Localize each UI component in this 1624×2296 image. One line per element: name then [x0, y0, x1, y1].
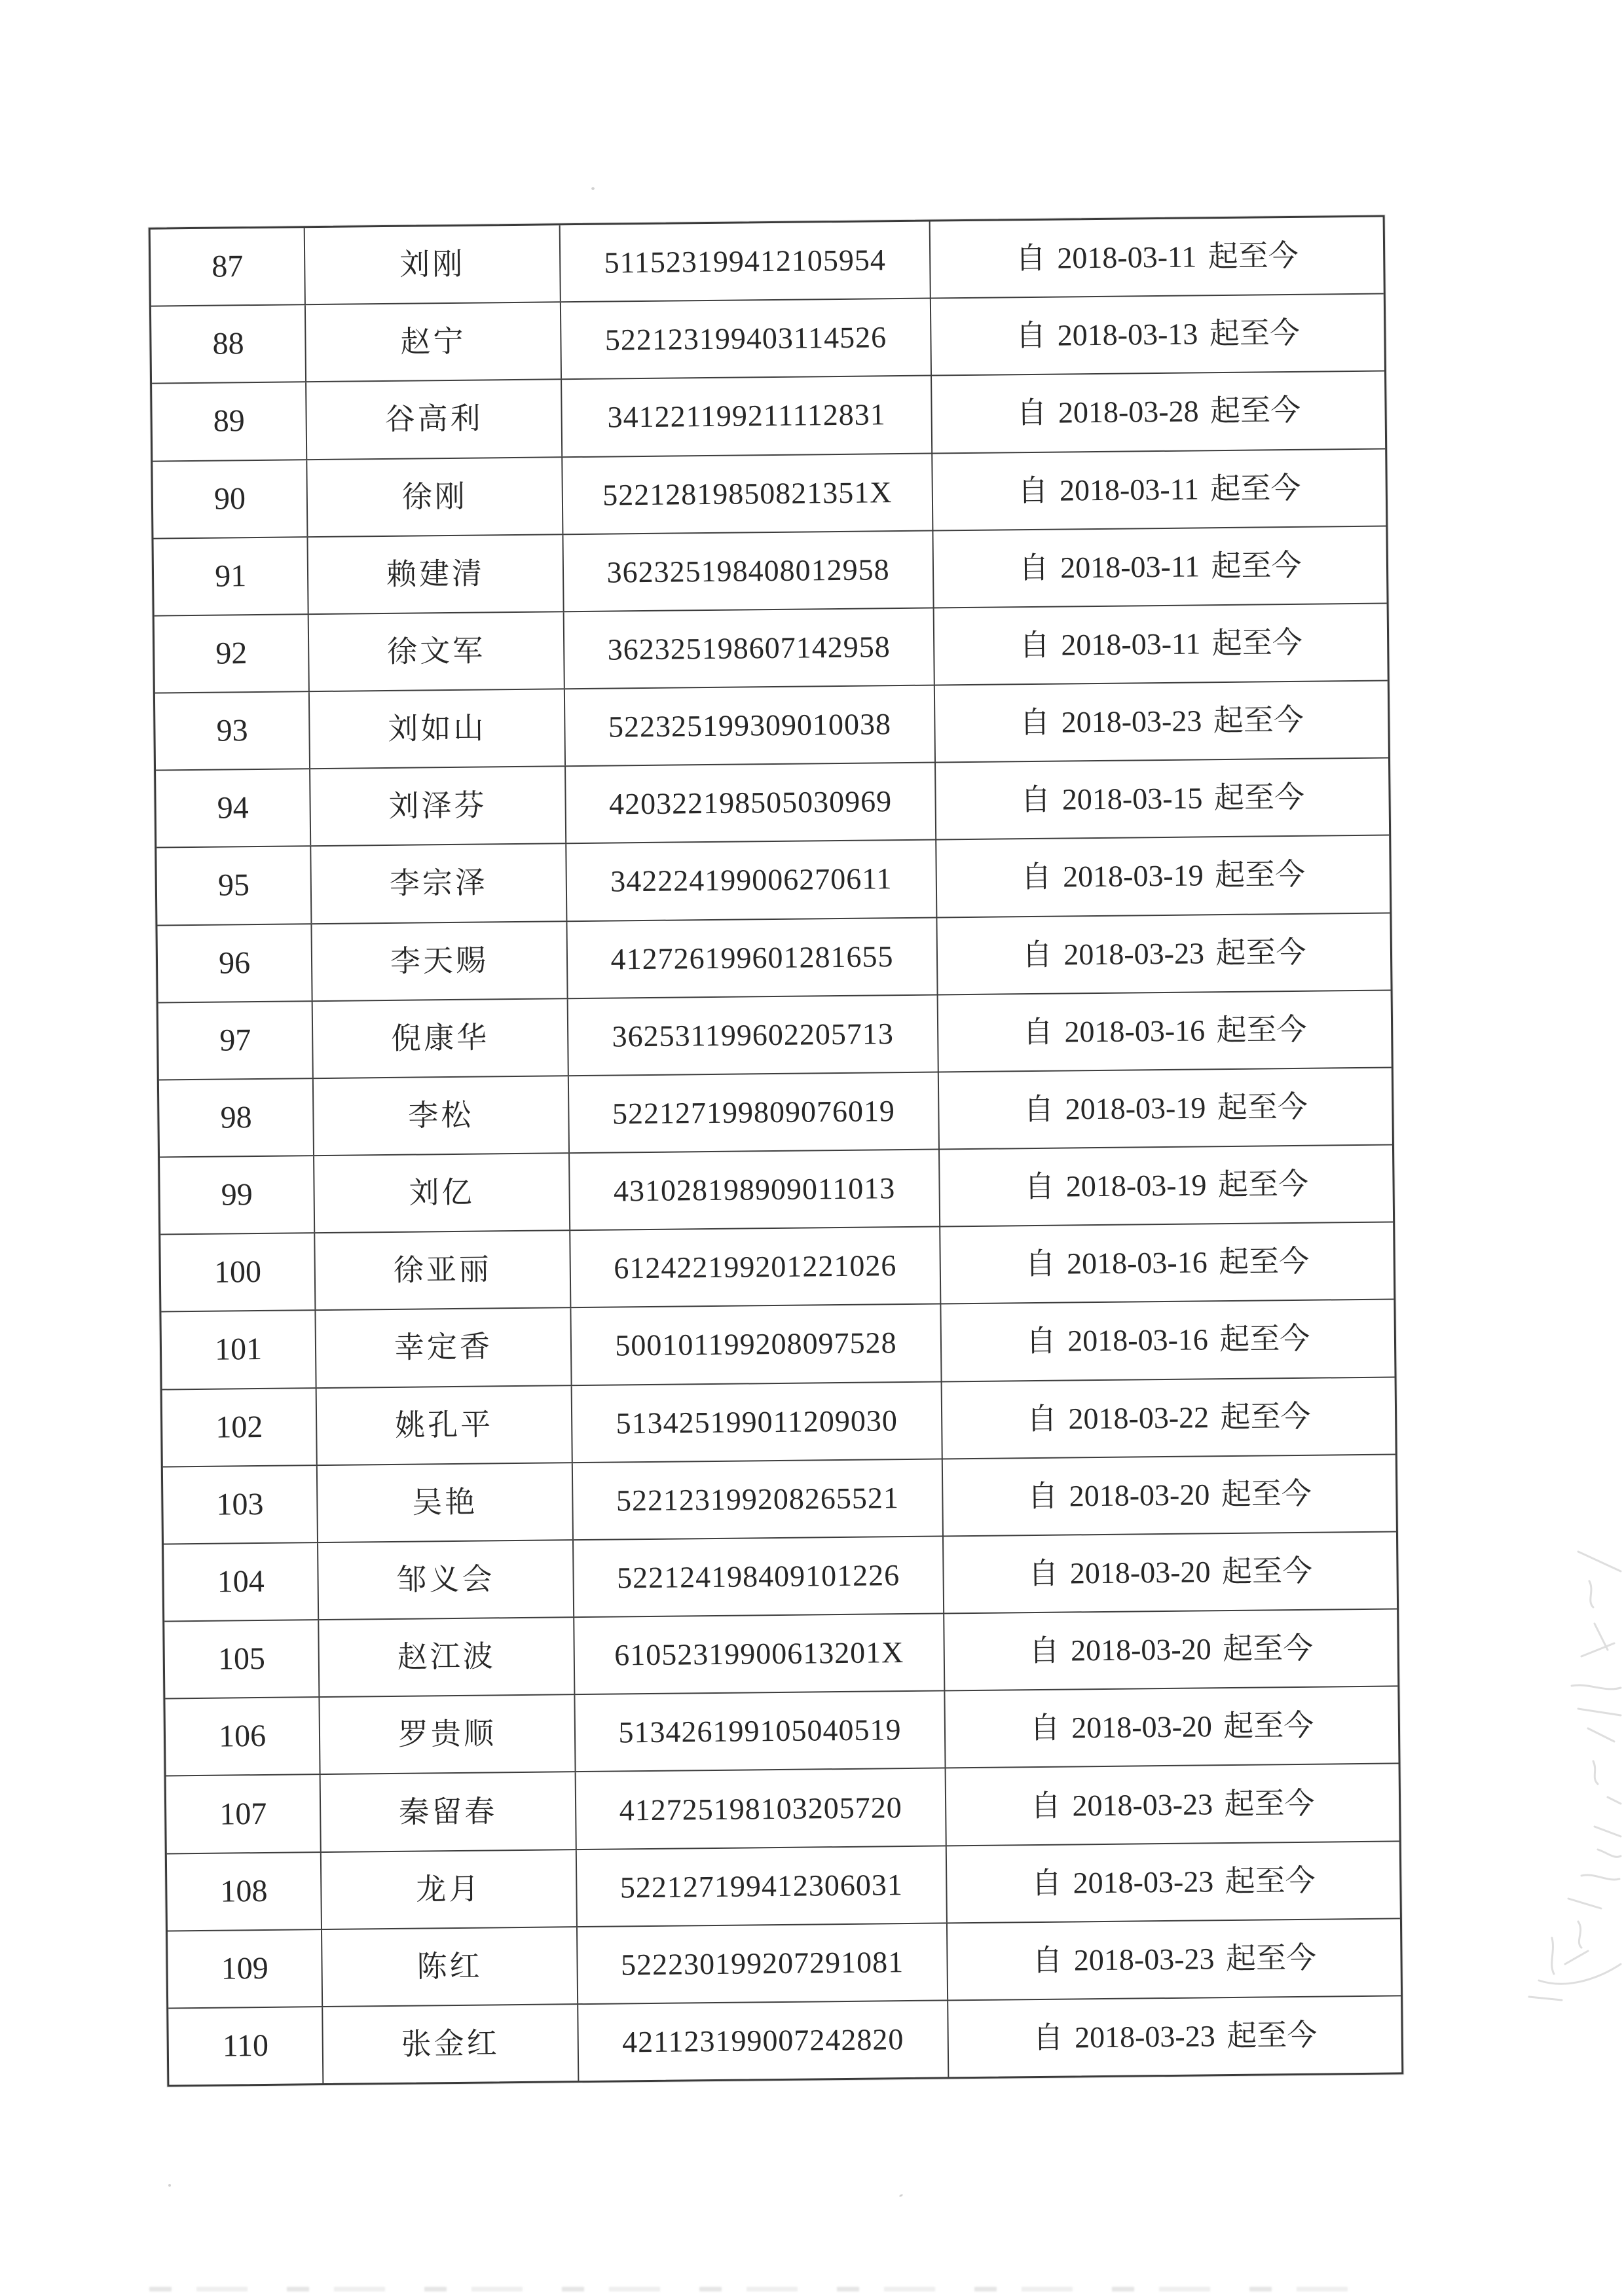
id-number-cell: 52212819850821351X — [563, 454, 934, 534]
table-row — [158, 991, 1392, 1080]
period-cell: 自 2018-03-11 起至今 — [1018, 471, 1301, 507]
table-row — [156, 759, 1389, 848]
period-cell: 自 2018-03-28 起至今 — [1016, 393, 1301, 430]
name-cell: 秦留春 — [321, 1773, 577, 1851]
name-cell: 罗贵顺 — [320, 1695, 576, 1774]
period-cell: 自 2018-03-23 起至今 — [1030, 1786, 1315, 1823]
table-row — [164, 1532, 1397, 1622]
row-number-cell: 88 — [151, 305, 306, 383]
name-cell: 吴艳 — [318, 1463, 574, 1542]
name-cell: 谷高利 — [306, 380, 563, 459]
id-number-cell: 522124198409101226 — [574, 1537, 945, 1616]
row-number-cell: 101 — [161, 1311, 316, 1389]
id-number-cell: 511523199412105954 — [560, 222, 931, 302]
row-number-cell: 110 — [168, 2007, 323, 2085]
row-number-cell: 87 — [151, 228, 306, 306]
row-number-cell: 109 — [168, 1930, 323, 2008]
id-number-cell: 522230199207291081 — [578, 1923, 949, 2003]
row-number-cell: 94 — [156, 769, 311, 847]
table-row — [168, 1996, 1401, 2085]
scan-speck — [168, 2184, 171, 2187]
name-cell: 龙月 — [322, 1850, 578, 1929]
table-row — [168, 1919, 1401, 2009]
table-row — [160, 1223, 1393, 1313]
period-cell: 自 2018-03-23 起至今 — [1019, 702, 1304, 740]
name-cell: 赖建清 — [308, 535, 564, 613]
period-cell: 自 2018-03-22 起至今 — [1026, 1399, 1311, 1436]
id-number-cell: 420322198505030969 — [566, 763, 937, 843]
period-cell: 自 2018-03-23 起至今 — [1022, 935, 1306, 972]
id-number-cell: 522127199809076019 — [569, 1072, 940, 1152]
period-cell: 自 2018-03-16 起至今 — [1022, 1012, 1307, 1049]
name-cell: 姚孔平 — [317, 1386, 573, 1465]
name-cell: 刘亿 — [314, 1154, 570, 1232]
scan-speck — [899, 2194, 904, 2198]
name-cell: 陈红 — [322, 1927, 578, 2006]
id-number-cell: 362531199602205713 — [568, 995, 939, 1075]
row-number-cell: 100 — [160, 1233, 316, 1311]
table-row — [151, 295, 1384, 384]
period-cell: 自 2018-03-23 起至今 — [1031, 1863, 1316, 1900]
row-number-cell: 103 — [163, 1466, 318, 1544]
period-cell: 自 2018-03-20 起至今 — [1029, 1709, 1314, 1745]
id-number-cell: 522127199412306031 — [577, 1846, 948, 1926]
table-body — [151, 217, 1402, 2085]
id-number-cell: 522123199403114526 — [561, 299, 932, 379]
period-cell: 自 2018-03-11 起至今 — [1015, 238, 1299, 276]
id-number-cell: 362325198408012958 — [563, 531, 934, 611]
name-cell: 赵江波 — [319, 1618, 575, 1696]
id-number-cell: 513426199105040519 — [575, 1692, 946, 1772]
row-number-cell: 105 — [164, 1620, 320, 1698]
scan-smudge-right — [1516, 1545, 1624, 2003]
row-number-cell: 108 — [167, 1853, 322, 1931]
period-cell: 自 2018-03-16 起至今 — [1025, 1322, 1310, 1358]
table-row — [167, 1842, 1400, 1931]
table-row — [155, 682, 1388, 771]
name-cell: 邹义会 — [318, 1540, 574, 1619]
row-number-cell: 102 — [162, 1389, 318, 1467]
period-cell: 自 2018-03-19 起至今 — [1023, 1089, 1308, 1127]
name-cell: 幸定香 — [316, 1309, 572, 1387]
id-number-cell: 412726199601281655 — [567, 918, 938, 998]
row-number-cell: 96 — [157, 924, 312, 1002]
period-cell: 自 2018-03-23 起至今 — [1032, 1941, 1317, 1977]
period-cell: 自 2018-03-13 起至今 — [1015, 316, 1301, 353]
id-number-cell: 431028198909011013 — [570, 1150, 941, 1230]
period-cell: 自 2018-03-20 起至今 — [1029, 1631, 1314, 1668]
id-number-cell: 362325198607142958 — [564, 608, 935, 688]
row-number-cell: 91 — [153, 538, 308, 615]
table-row — [151, 217, 1384, 307]
scan-speck — [591, 187, 595, 190]
row-number-cell: 95 — [157, 847, 312, 925]
row-number-cell: 104 — [164, 1543, 319, 1621]
id-number-cell: 522325199309010038 — [565, 686, 936, 766]
name-cell: 刘泽芬 — [310, 767, 566, 845]
name-cell: 李宗泽 — [311, 845, 567, 923]
row-number-cell: 98 — [159, 1079, 314, 1157]
row-number-cell: 93 — [155, 692, 310, 770]
table-row — [161, 1300, 1394, 1390]
table-row — [152, 372, 1385, 462]
table-row — [157, 836, 1390, 926]
name-cell: 徐刚 — [307, 458, 563, 536]
table-row — [163, 1455, 1396, 1544]
table-row — [165, 1687, 1398, 1777]
period-cell: 自 2018-03-19 起至今 — [1021, 858, 1306, 894]
table-row — [164, 1610, 1397, 1700]
table-row — [160, 1146, 1393, 1235]
period-cell: 自 2018-03-15 起至今 — [1020, 780, 1305, 817]
id-number-cell: 513425199011209030 — [572, 1382, 943, 1462]
id-number-cell: 522123199208265521 — [573, 1459, 944, 1539]
name-cell: 刘如山 — [310, 689, 566, 768]
name-cell: 徐亚丽 — [315, 1231, 571, 1309]
table-row — [162, 1377, 1395, 1467]
table-row — [153, 449, 1386, 539]
name-cell: 张金红 — [323, 2005, 579, 2083]
table-row — [157, 913, 1390, 1003]
roster-table — [149, 215, 1404, 2087]
period-cell: 自 2018-03-23 起至今 — [1033, 2018, 1318, 2055]
page-bleed-bottom — [149, 2287, 1387, 2291]
id-number-cell: 342224199006270611 — [566, 841, 938, 920]
row-number-cell: 90 — [153, 460, 308, 538]
name-cell: 刘刚 — [305, 225, 561, 304]
table-row — [159, 1068, 1392, 1157]
id-number-cell: 500101199208097528 — [571, 1305, 942, 1385]
period-cell: 自 2018-03-20 起至今 — [1027, 1476, 1312, 1513]
id-number-cell: 412725198103205720 — [576, 1769, 947, 1849]
period-cell: 自 2018-03-16 起至今 — [1025, 1245, 1310, 1281]
table-row — [153, 526, 1386, 616]
period-cell: 自 2018-03-11 起至今 — [1019, 625, 1303, 663]
id-number-cell: 61052319900613201X — [574, 1614, 946, 1694]
name-cell: 李松 — [314, 1076, 570, 1155]
row-number-cell: 99 — [160, 1156, 315, 1234]
id-number-cell: 612422199201221026 — [570, 1228, 942, 1307]
period-cell: 自 2018-03-20 起至今 — [1028, 1554, 1313, 1591]
row-number-cell: 106 — [165, 1698, 320, 1776]
name-cell: 李天赐 — [312, 922, 568, 1000]
row-number-cell: 92 — [155, 615, 310, 693]
period-cell: 自 2018-03-11 起至今 — [1018, 548, 1302, 585]
table-row — [166, 1764, 1399, 1854]
id-number-cell: 421123199007242820 — [578, 2001, 950, 2081]
row-number-cell: 97 — [158, 1002, 314, 1080]
name-cell: 赵宁 — [306, 302, 562, 381]
table-row — [155, 604, 1388, 693]
id-number-cell: 341221199211112831 — [562, 376, 933, 456]
name-cell: 倪康华 — [313, 999, 569, 1078]
name-cell: 徐文军 — [309, 612, 565, 691]
row-number-cell: 107 — [166, 1776, 322, 1853]
row-number-cell: 89 — [152, 383, 307, 461]
period-cell: 自 2018-03-19 起至今 — [1024, 1167, 1309, 1204]
